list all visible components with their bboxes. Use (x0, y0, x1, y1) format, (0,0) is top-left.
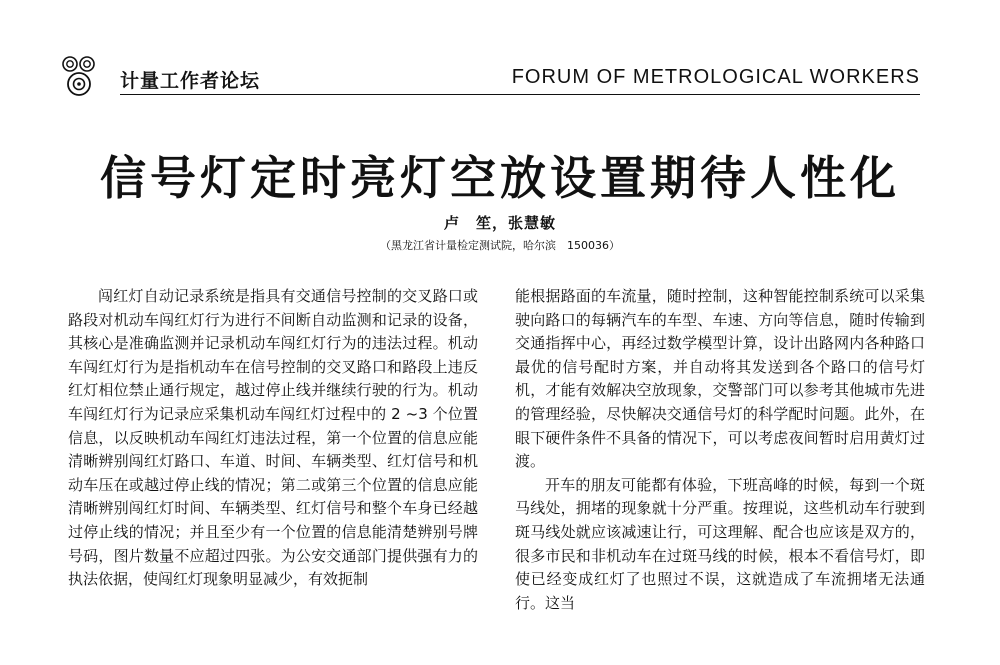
paragraph: 闯红灯自动记录系统是指具有交通信号控制的交叉路口或路段对机动车闯红灯行为进行不间断自动监测和记录的设备，其核心是准确监测并记录机动车闯红灯行为的违法过程。机动车闯红灯行为是指机动车在信号控制的交叉路口和路段上违反红灯相位禁止通行规定，越过停止线并继续行驶的行为。机动车闯红灯行为记录应采集机动车闯红灯过程中的 2 ~3 个位置信息，以反映机动车闯红灯违法过程，第一个位置的信息应能清晰辨别闯红灯路口、车道、时间、车辆类型、红灯信号和机动车压在或越过停止线的情况；第二或第三个位置的信息应能清晰辨别闯红灯时间、车辆类型、红灯信号和整个车身已经越过停止线的情况；并且至少有一个位置的信息能清楚辨别号牌号码，图片数量不应超过四张。为公安交通部门提供强有力的执法依据，使闯红灯现象明显减少，有效扼制 (68, 287, 478, 589)
paragraph: 开车的朋友可能都有体验，下班高峰的时候，每到一个斑马线处，拥堵的现象就十分严重。按理说，这些机动车行驶到斑马线处就应该减速让行，可这理解、配合也应该是双方的，很多市民和非机动车在过斑马线的时候，根本不看信号灯，即使已经变成红灯了也照过不误，这就造成了车流拥堵无法通行。这当 (515, 475, 925, 612)
body-right-column (515, 285, 925, 615)
journal-header (60, 54, 920, 100)
journal-name-cn: 计量工作者论坛 (120, 70, 261, 92)
journal-logo-icon (60, 54, 118, 98)
article-authors: 卢 笙，张慧敏 (443, 214, 556, 232)
body-left-column (68, 285, 478, 592)
article-title: 信号灯定时亮灯空放设置期待人性化 (100, 151, 900, 205)
paragraph: 能根据路面的车流量，随时控制，这种智能控制系统可以采集驶向路口的每辆汽车的车型、车速、方向等信息，随时传输到交通指挥中心，再经过数学模型计算，设计出路网内各种路口最优的信号配时方案，并自动将其发送到各个路口的信号灯机，才能有效解决空放现象，交警部门可以参考其他城市先进的管理经验，尽快解决交通信号灯的科学配时问题。此外，在眼下硬件条件不具备的情况下，可以考虑夜间暂时启用黄灯过渡。 (515, 287, 925, 471)
header-rule (120, 94, 920, 95)
article-affiliation: （黑龙江省计量检定测试院，哈尔滨 150036） (380, 239, 620, 252)
journal-name-en: FORUM OF METROLOGICAL WORKERS (511, 66, 920, 88)
